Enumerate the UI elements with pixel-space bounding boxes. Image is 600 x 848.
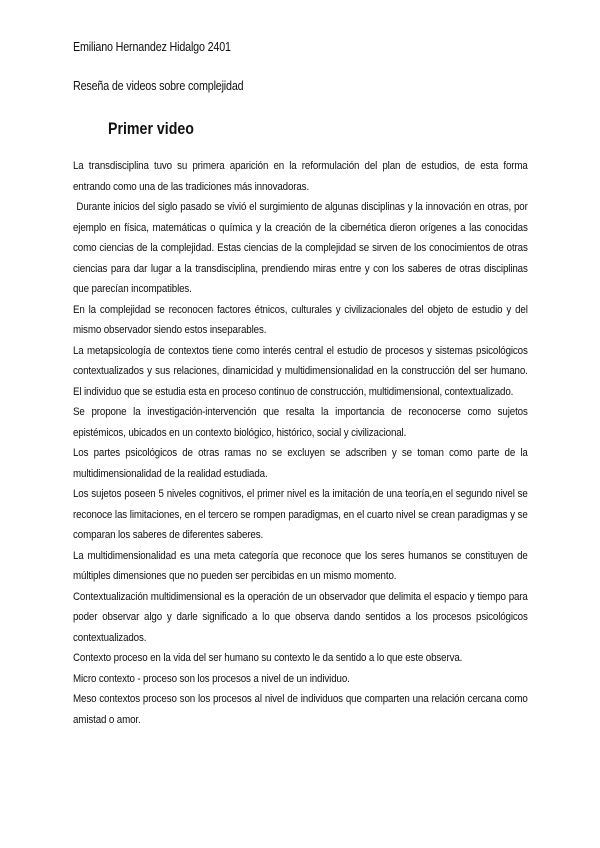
paragraph: En la complejidad se reconocen factores étnicos, culturales y civilizacionales del objeto de estudio y del mismo observador siendo estos inseparables.	[73, 303, 528, 336]
paragraph: La transdisciplina tuvo su primera aparición en la reformulación del plan de estudios, de esta forma entrando como una de las tradiciones más innovadoras.	[73, 160, 528, 193]
paragraph: Los sujetos poseen 5 niveles cognitivos, el primer nivel es la imitación de una teoría,en el segundo nivel se reconoce las limitaciones, en el tercero se rompen paradigmas, en el cuarto nivel se crean paradigmas y se comparan los saberes de diferentes saberes.	[73, 488, 528, 541]
paragraph: La multidimensionalidad es una meta categoría que reconoce que los seres humanos se constituyen de múltiples dimensiones que no pueden ser percibidas en un mismo momento.	[73, 549, 528, 582]
section-title: Primer video	[108, 120, 194, 138]
paragraph: Contextualización multidimensional es la operación de un observador que delimita el espacio y tiempo para poder observar algo y darle significado a lo que observa dando sentidos a los procesos psicológicos contextualizados.	[73, 590, 528, 644]
paragraph: Los partes psicológicos de otras ramas no se excluyen se adscriben y se toman como parte de la multidimensionalidad de la realidad estudiada.	[73, 447, 528, 480]
paragraph: Meso contextos proceso son los procesos al nivel de individuos que comparten una relación cercana como amistad o amor.	[73, 693, 528, 726]
paragraph: Micro contexto - proceso son los procesos a nivel de un individuo.	[73, 672, 350, 685]
author-line: Emiliano Hernandez Hidalgo 2401	[73, 40, 231, 54]
paragraph: Se propone la investigación-intervención que resalta la importancia de reconocerse como sujetos epistémicos, ubicados en un contexto biológico, histórico, social y civilizacional.	[73, 406, 528, 439]
document-subtitle: Reseña de videos sobre complejidad	[73, 79, 244, 93]
paragraph: La metapsicología de contextos tiene como interés central el estudio de procesos y sistemas psicológicos contextualizados y sus relaciones, dinamicidad y multidimensionalidad en la construcción del ser humano. El individuo que se estudia esta en proceso continuo de construcción, multidimensional, contextualizado.	[73, 344, 528, 398]
paragraph: Contexto proceso en la vida del ser humano su contexto le da sentido a lo que este observa.	[73, 652, 463, 664]
paragraph: Durante inicios del siglo pasado se vivió el surgimiento de algunas disciplinas y la innovación en otras, por ejemplo en física, matemáticas o química y la creación de la cibernética dieron orígenes a las conocidas como ciencias de la complejidad. Estas ciencias de la complejidad se sirven de los conocimientos de otras ciencias para dar lugar a la transdisciplina, prendiendo miras entre y con los saberes de otras disciplinas que parecían incompatibles.	[73, 201, 528, 295]
body-text	[73, 156, 528, 730]
